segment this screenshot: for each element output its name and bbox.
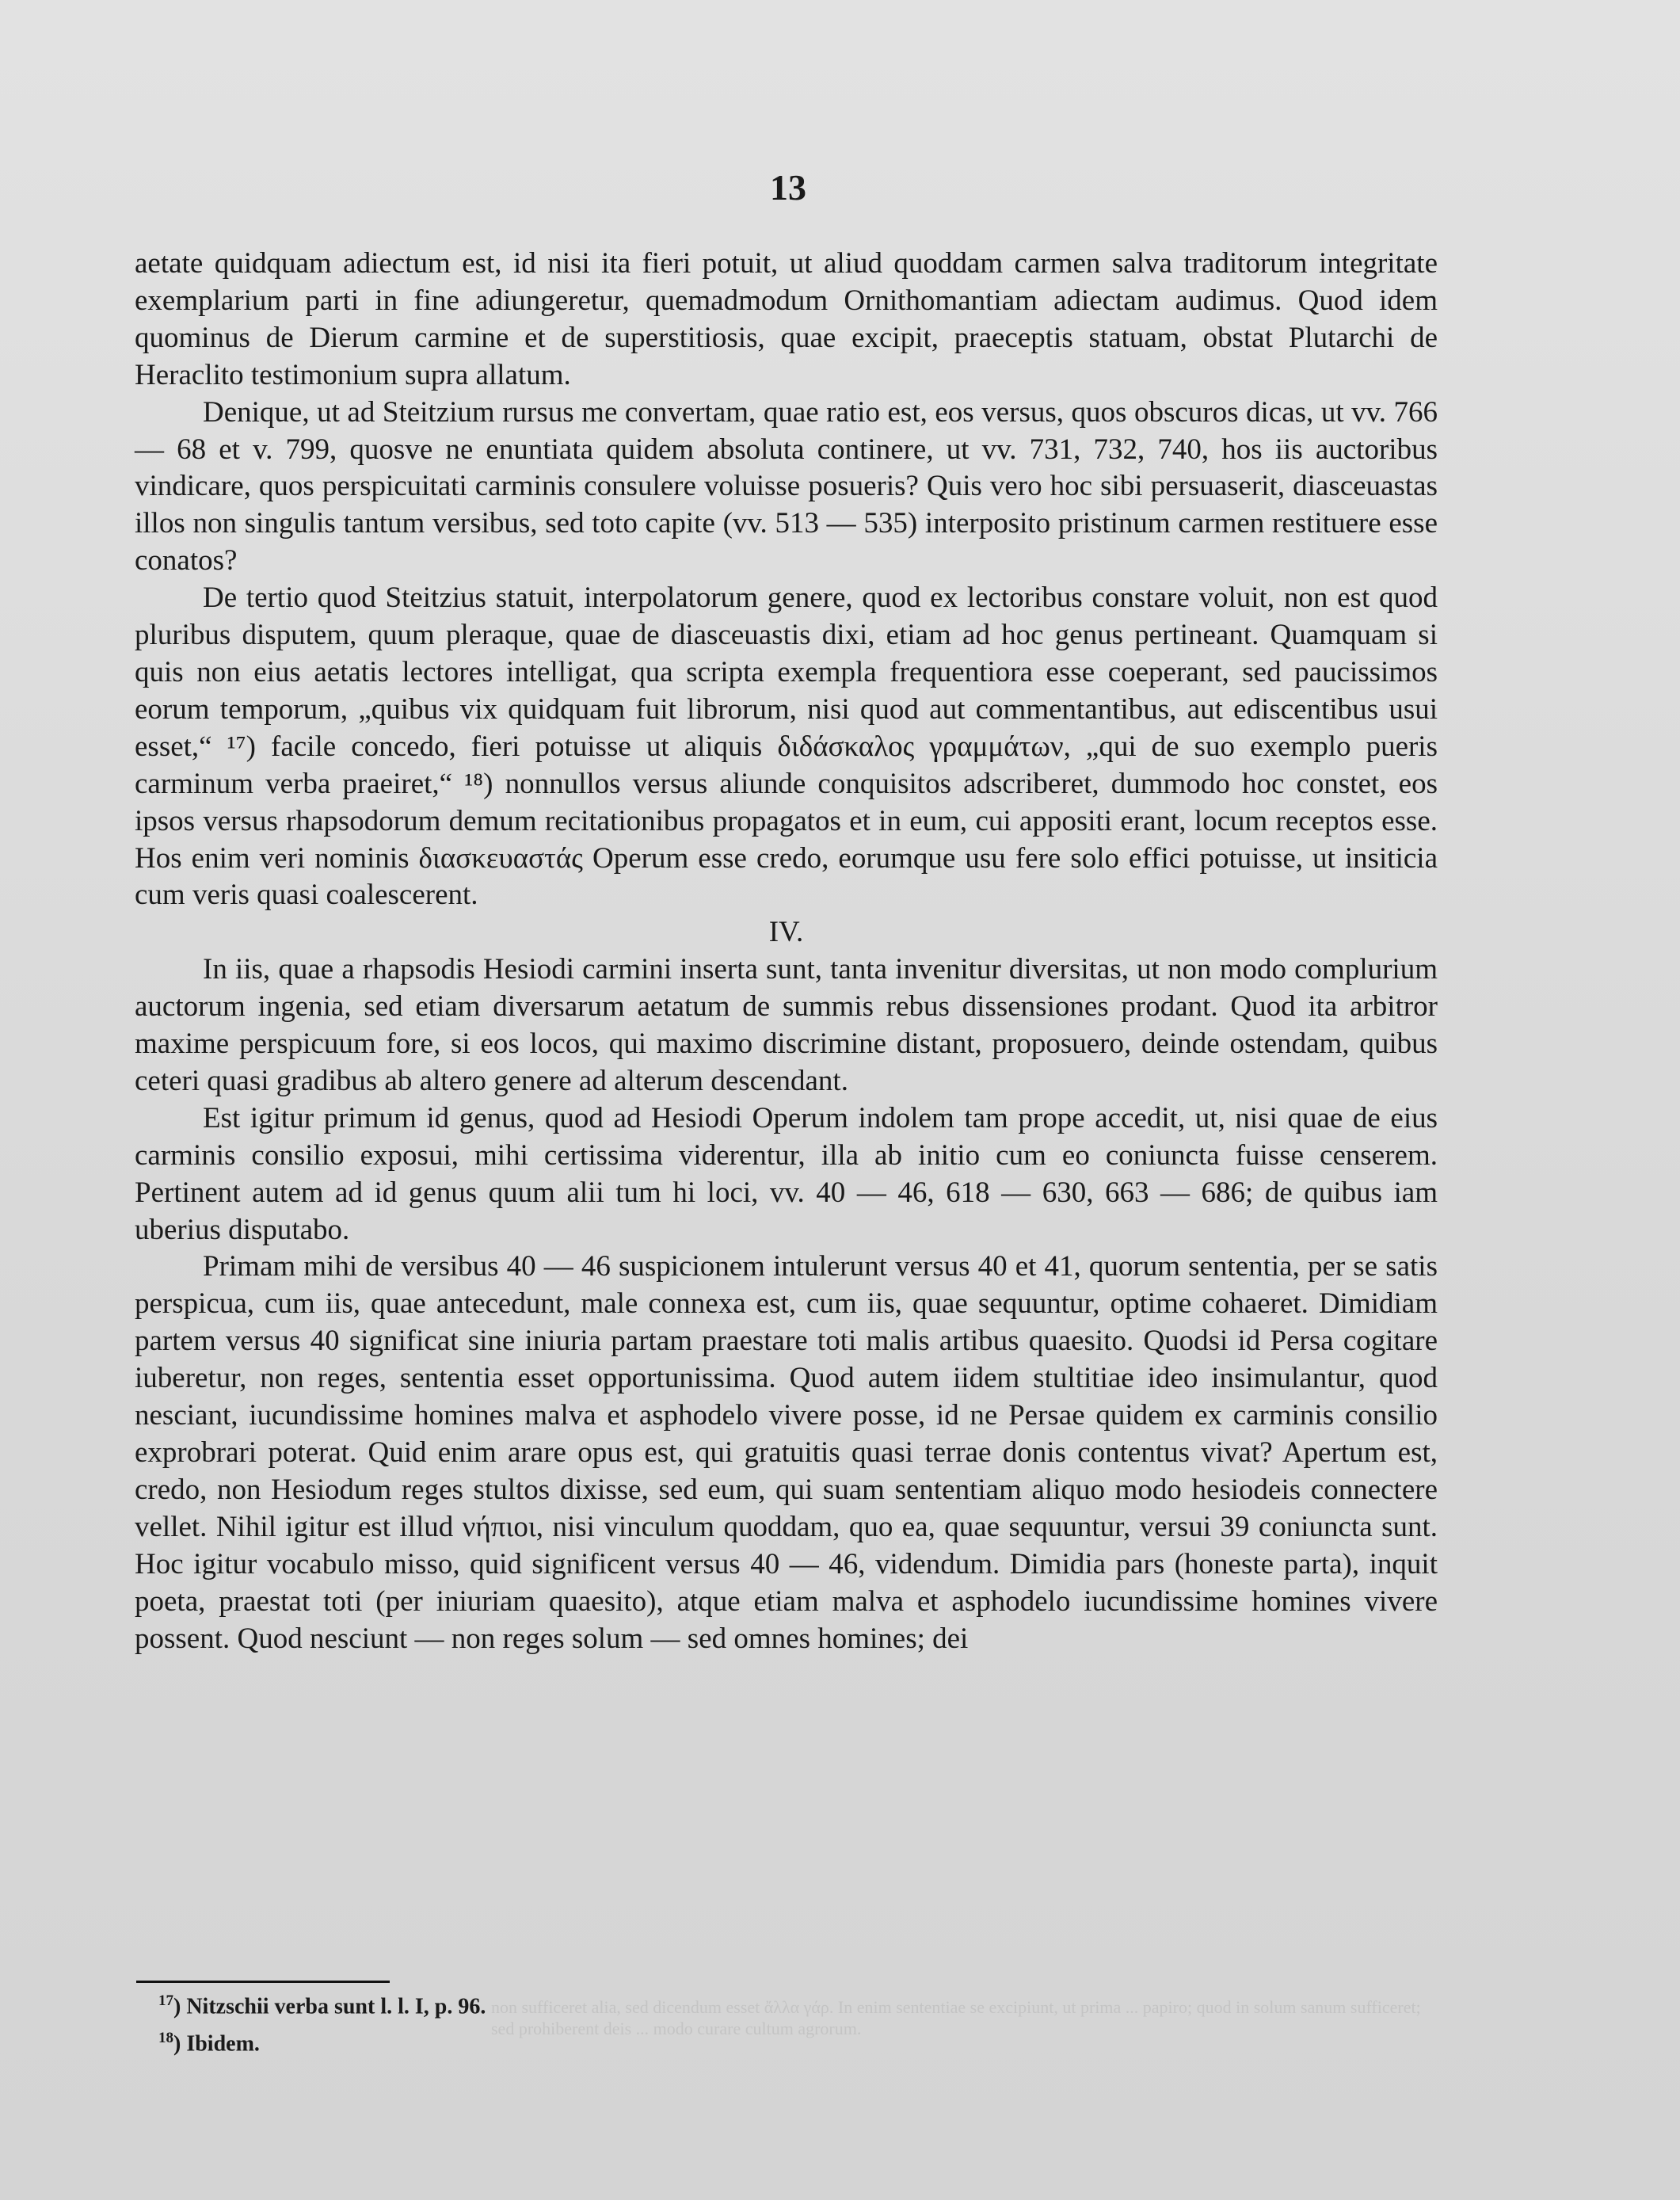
footnote-text: Ibidem.: [186, 2031, 260, 2057]
paragraph: De tertio quod Steitzius statuit, interpolatorum genere, quod ex lectoribus constare voluit, non est quod pluribus disputem, quum pleraque, quae de diasceuastis dixi, etiam ad hoc genus pertineant. Quamquam si quis non eius aetatis lectores intelligat, qua scripta exempla frequentiora esse coeperant, sed paucissimos eorum temporum, „quibus vix quidquam fuit librorum, nisi quod aut commentantibus, aut ediscentibus usui esset,“ ¹⁷) facile concedo, fieri potuisse ut aliquis διδάσκαλος γραμμάτων, „qui de suo exemplo pueris carminum verba praeiret,“ ¹⁸) nonnullos versus aliunde conquisitos adscriberet, dummodo hoc constet, eos ipsos versus rhapsodorum demum recitationibus propagatos et in eum, cui appositi erant, locum receptos esse. Hos enim veri nominis διασκευαστάς Operum esse credo, eorumque usu fere solo effici potuisse, ut insiticia cum veris quasi coalescerent.: [135, 581, 1438, 912]
footnote-text: Nitzschii verba sunt l. l. I, p. 96.: [186, 1994, 486, 2019]
paragraph: In iis, quae a rhapsodis Hesiodi carmini inserta sunt, tanta invenitur diversitas, ut non modo complurium auctorum ingenia, sed etiam diversarum aetatum de summis rebus dissensiones prodant. Quod ita arbitror maxime perspicuum fore, si eos locos, qui maximo discrimine distant, proposuero, deinde ostendam, quibus ceteri quasi gradibus ab altero genere ad alterum descendant.: [135, 953, 1438, 1097]
paragraph: Est igitur primum id genus, quod ad Hesiodi Operum indolem tam prope accedit, ut, nisi quae de eius carminis consilio exposui, mihi certissima viderentur, illa ab initio cum eo coniuncta fuisse censerem. Pertinent autem ad id genus quum alii tum hi loci, vv. 40 — 46, 618 — 630, 663 — 686; de quibus iam uberius disputabo.: [135, 1101, 1438, 1246]
page-number: 13: [770, 167, 806, 208]
paragraph: Primam mihi de versibus 40 — 46 suspicionem intulerunt versus 40 et 41, quorum sententia, per se satis perspicua, cum iis, quae antecedunt, male connexa est, cum iis, quae sequuntur, optime cohaeret. Dimidiam partem versus 40 significat sine iniuria partam praestare toti malis artibus quaesito. Quodsi id Persa cogitare iuberetur, non reges, sententia esset opportunissima. Quod autem iidem stultitiae ideo insimulantur, quod nesciant, iucundissime homines malva et asphodelo vivere posse, id ne Persae quidem ex carminis consilio exprobrari poterat. Quid enim arare opus est, qui gratuitis quasi terrae donis contentus vivat? Apertum est, credo, non Hesiodum reges stultos dixisse, sed eum, qui suam sententiam aliquo modo hesiodeis connectere vellet. Nihil igitur est illud νήπιοι, nisi vinculum quoddam, quo ea, quae sequuntur, versui 39 coniuncta sunt. Hoc igitur vocabulo misso, quid significent versus 40 — 46, videndum. Dimidia pars (honeste parta), inquit poeta, praestat toti (per iniuriam quaesito), atque etiam malva et asphodelo iucundissime homines vivere possent. Quod nesciunt — non reges solum — sed omnes homines; dei: [135, 1250, 1438, 1655]
section-heading: IV.: [768, 916, 804, 949]
footnote-mark: 17: [158, 1992, 173, 2009]
footnote: $^{17}$) Nitzschii verba sunt l. l. I, p. 96.: [158, 1992, 486, 2019]
footnote: $^{18}$) Ibidem.: [158, 2030, 260, 2057]
bleed-through-text: non sufficeret alia, sed dicendum esset ἄλλα γάρ. In enim sententiae se excipiunt, ut prima ... papiro; quod in solum sanum sufficeret; sed prohiberent deis ... modo curare cultum agrorum.: [491, 1997, 1421, 2038]
body-text: [135, 246, 1438, 1657]
paragraph: aetate quidquam adiectum est, id nisi ita fieri potuit, ut aliud quoddam carmen salva traditorum integritate exemplarium parti in fine adiungeretur, quemadmodum Ornithomantiam adiectam audimus. Quod idem quominus de Dierum carmine et de superstitiosis, quae excipit, praeceptis statuam, obstat Plutarchi de Heraclito testimonium supra allatum.: [135, 247, 1438, 391]
paragraph: Denique, ut ad Steitzium rursus me convertam, quae ratio est, eos versus, quos obscuros dicas, ut vv. 766 — 68 et v. 799, quosve ne enuntiata quidem absoluta continere, ut vv. 731, 732, 740, hos iis auctoribus vindicare, quos perspicuitati carminis consulere voluisse posueris? Quis vero hoc sibi persuaserit, diasceuastas illos non singulis tantum versibus, sed toto capite (vv. 513 — 535) interposito pristinum carmen restituere esse conatos?: [135, 395, 1438, 578]
footnote-rule: [136, 1981, 390, 1983]
footnote-mark: 18: [158, 2030, 173, 2047]
